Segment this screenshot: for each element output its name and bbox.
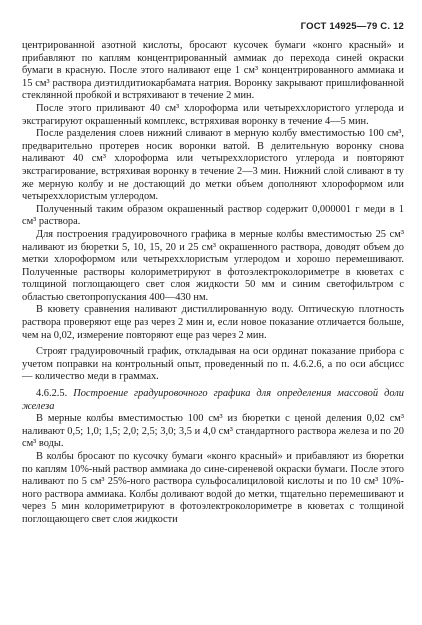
paragraph-solution-content: Полученный таким образом окрашенный раствор содержит 0,000001 г меди в 1 см³ раствора. [22, 203, 404, 228]
paragraph-reference-cuvette: В кювету сравнения наливают дистиллированную воду. Оптическую плотность раствора проверяют еще раз через 2 мин и, если новое показание отличается больше, чем на 0,02, измерение повторяют еще раз через 2 мин. [22, 304, 404, 341]
section-heading [22, 388, 404, 413]
paragraph-layer-separation: После разделения слоев нижний сливают в мерную колбу вместимостью 100 см³, предварительно протерев носик воронки ватой. В делительную воронку снова наливают 40 см³ хлороформа или четыреххлористого углерода и повторяют экстрагирование, встряхивая воронку в течение 2—3 мин. Нижний слой сливают в ту же мерную колбу и не достающий до метки объем дополняют хлороформом или четыреххлористым углеродом. [22, 128, 404, 203]
paragraph-iron-flasks: В мерные колбы вместимостью 100 см³ из бюретки с ценой деления 0,02 см³ наливают 0,5; 1,0; 1,5; 2,0; 2,5; 3,0; 3,5 и 4,0 см³ стандартного раствора железа и по 20 см³ воды. [22, 413, 404, 450]
paragraph-iron-procedure: В колбы бросают по кусочку бумаги «конго красный» и прибавляют из бюретки по каплям 10%-ный раствор аммиака до сине-сиреневой окраски бумаги. После этого наливают по 5 см³ 25%-ного раствора сульфосалициловой кислоты и по 10 см³ 10%-ного раствора аммиака. Колбы доливают водой до метки, тщательно перемешивают и через 5 мин колориметрируют в фотоэлектроколориметре в кюветах с толщиной поглощающего свет слоя жидкости [22, 451, 404, 525]
paragraph-plot-graph: Строят градуировочный график, откладывая на оси ординат показание прибора с учетом поправки на контрольный опыт, проведенный по п. 4.6.2.6, а по оси абсцисс — количество меди в граммах. [22, 346, 404, 383]
paragraph-extraction: После этого приливают 40 см³ хлороформа или четыреххлористого углерода и экстрагируют окрашенный комплекс, встряхивая воронку в течение 4—5 мин. [22, 102, 404, 127]
section-title: Построение градуировочного графика для определения массовой доли железа [22, 388, 404, 412]
paragraph-calibration: Для построения градуировочного графика в мерные колбы вместимостью 25 см³ наливают из бюретки 5, 10, 15, 20 и 25 см³ окрашенного раствора, доводят объем до метки хлороформом или четыреххлористым углеродом и хорошо перемешивают. Полученные растворы колориметрируют в фотоэлектроколориметре в кюветах с толщиной поглощающего свет слоя жидкости 50 мм и синим светофильтром с областью светопропускания 400—430 нм. [22, 228, 404, 303]
document-body [22, 40, 404, 527]
section-number: 4.6.2.5. [36, 388, 68, 400]
paragraph-continuation: центрированной азотной кислоты, бросают кусочек бумаги «конго красный» и прибавляют по каплям концентрированный аммиак до перехода синей окраски бумаги в красную. После этого наливают еще 1 см³ концентрированного аммиака и 15 см³ раствора диэтилдитиокарбамата натрия. Воронку закрывают пришлифованной стеклянной пробкой и встряхивают в течение 2 мин. [22, 40, 404, 102]
page-header: ГОСТ 14925—79 С. 12 [300, 21, 404, 32]
